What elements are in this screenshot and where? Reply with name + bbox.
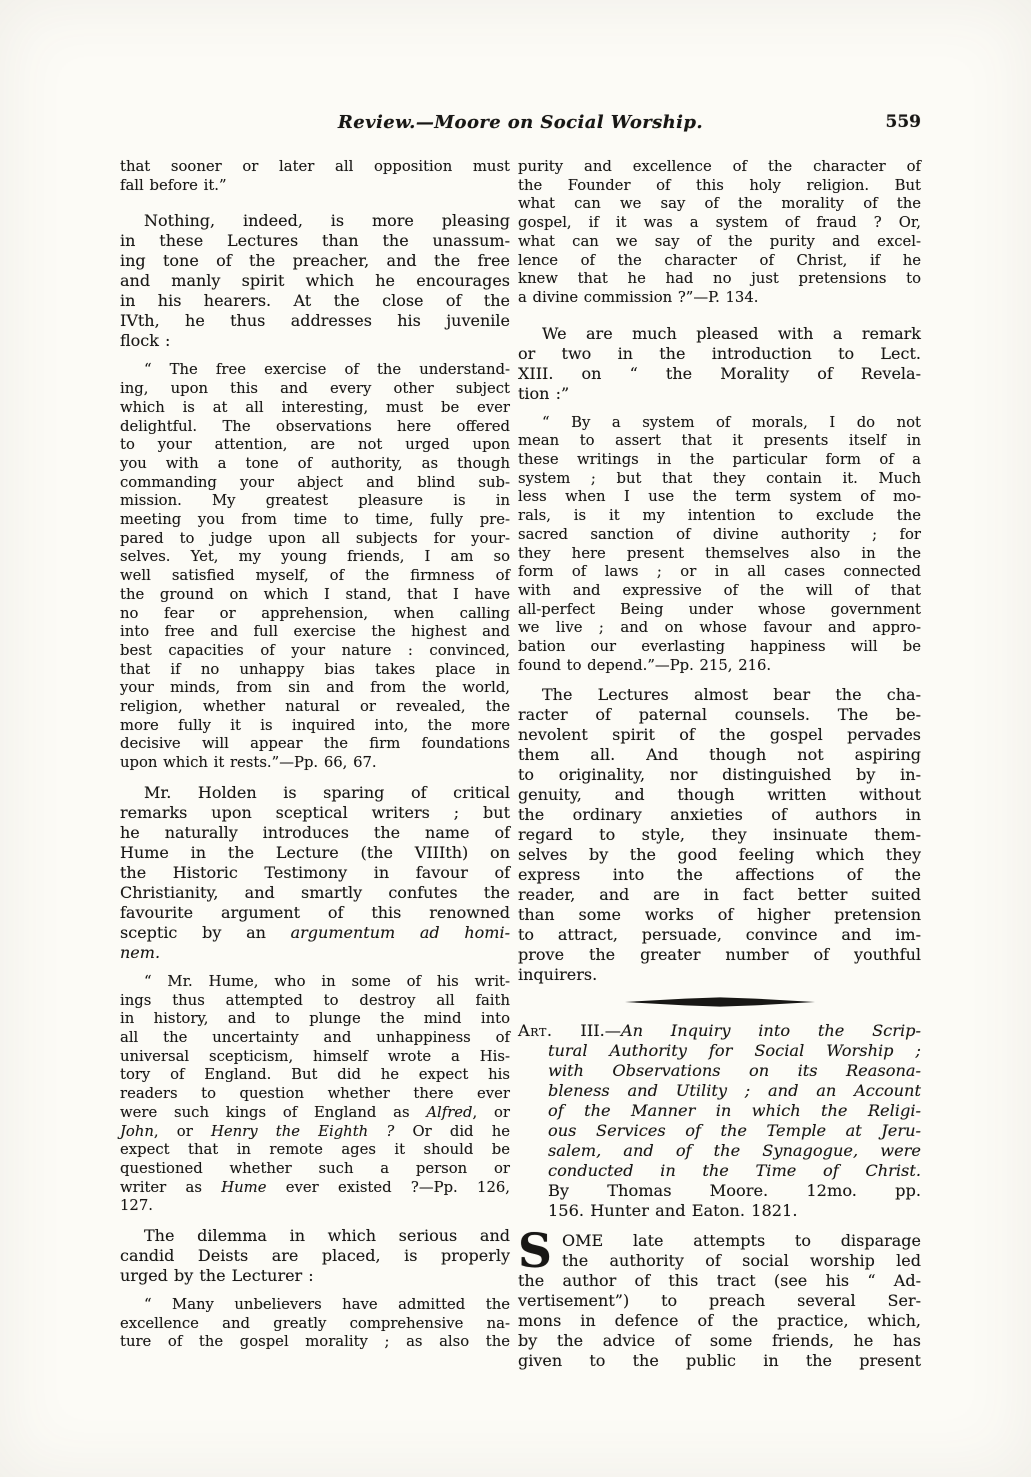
text-line: religion, whether natural or revealed, the bbox=[120, 698, 510, 716]
text-line: to your attention, are not urged upon bbox=[120, 436, 510, 454]
text-line: knew that he had no just pretensions to bbox=[518, 270, 921, 288]
text-line: prove the greater number of youthful bbox=[518, 945, 921, 965]
paragraph-block bbox=[518, 1224, 921, 1371]
text-line: delightful. The observations here offered bbox=[120, 417, 510, 435]
text-line: with Observations on its Reasona- bbox=[548, 1061, 921, 1081]
paragraph-block bbox=[120, 1226, 510, 1286]
text-line: into free and full exercise the highest and bbox=[120, 623, 510, 641]
text-line: favourite argument of this renowned bbox=[120, 902, 510, 922]
text-line: upon which it rests.”—Pp. 66, 67. bbox=[120, 754, 377, 772]
text-line: nem. bbox=[120, 942, 161, 962]
text-line: regard to style, they insinuate them- bbox=[518, 825, 921, 845]
text-line: with and expressive of the will of that bbox=[518, 581, 921, 599]
text-line: you with a tone of authority, as though bbox=[120, 454, 510, 472]
two-column-body bbox=[120, 158, 921, 1381]
text-line: rals, is it my intention to exclude the bbox=[518, 507, 921, 525]
text-line: in these Lectures than the unassum- bbox=[120, 231, 510, 251]
text-line: purity and excellence of the character of bbox=[518, 158, 921, 175]
text-line: ing tone of the preacher, and the free bbox=[120, 251, 510, 271]
text-line: less when I use the term system of mo- bbox=[518, 488, 921, 506]
text-line: mons in defence of the practice, which, bbox=[518, 1311, 921, 1331]
text-line: Hume in the Lecture (the VIIIth) on bbox=[120, 842, 510, 862]
text-line: flock : bbox=[120, 331, 171, 351]
text-line: Mr. Holden is sparing of critical bbox=[144, 782, 510, 802]
section-separator bbox=[518, 997, 921, 1007]
quote-block bbox=[120, 361, 510, 772]
text-line: remarks upon sceptical writers ; but bbox=[120, 802, 510, 822]
text-line: best capacities of your nature : convinced, bbox=[120, 641, 510, 659]
text-line: ous Services of the Temple at Jeru- bbox=[548, 1121, 921, 1141]
text-line: lence of the character of Christ, if he bbox=[518, 251, 921, 269]
text-line: ings thus attempted to destroy all faith bbox=[120, 991, 510, 1009]
text-line: of the Manner in which the Religi- bbox=[548, 1101, 921, 1121]
text-line: given to the public in the present bbox=[518, 1351, 921, 1371]
text-line: that sooner or later all opposition must bbox=[120, 158, 510, 175]
text-line: The dilemma in which serious and bbox=[144, 1226, 510, 1246]
quote-block bbox=[120, 973, 510, 1216]
text-line: decisive will appear the firm foundations bbox=[120, 735, 510, 753]
text-line: Nothing, indeed, is more pleasing bbox=[144, 211, 510, 231]
text-line: than some works of higher pretension bbox=[518, 905, 921, 925]
text-line: ing, upon this and every other subject bbox=[120, 380, 510, 398]
text-line: mission. My greatest pleasure is in bbox=[120, 492, 510, 510]
text-line: racter of paternal counsels. The be- bbox=[518, 705, 921, 725]
text-line: readers to question whether there ever bbox=[120, 1085, 510, 1103]
drop-cap: S bbox=[518, 1224, 552, 1280]
text-line: fall before it.” bbox=[120, 176, 227, 194]
text-line: were such kings of England as Alfred, or bbox=[120, 1103, 510, 1121]
text-line: or two in the introduction to Lect. bbox=[518, 343, 921, 363]
running-title: Review.—Moore on Social Worship. bbox=[337, 112, 704, 133]
text-line: salem, and of the Synagogue, were bbox=[548, 1141, 921, 1161]
text-line: the Historic Testimony in favour of bbox=[120, 862, 510, 882]
text-line: nevolent spirit of the gospel pervades bbox=[518, 725, 921, 745]
text-line: system ; but that they contain it. Much bbox=[518, 469, 921, 487]
text-line: sceptic by an argumentum ad homi- bbox=[120, 922, 510, 942]
text-line: conducted in the Time of Christ. bbox=[548, 1161, 921, 1181]
quote-block bbox=[518, 158, 921, 308]
text-line: 156. Hunter and Eaton. 1821. bbox=[548, 1201, 798, 1221]
text-line: writer as Hume ever existed ?—Pp. 126, bbox=[120, 1178, 510, 1196]
text-line: expect that in remote ages it should be bbox=[120, 1141, 510, 1159]
text-line: pared to judge upon all subjects for your- bbox=[120, 529, 510, 547]
text-line: “ The free exercise of the understand- bbox=[144, 361, 510, 379]
text-line: selves. Yet, my young friends, I am so bbox=[120, 548, 510, 566]
text-line: The Lectures almost bear the cha- bbox=[542, 685, 921, 705]
text-line: questioned whether such a person or bbox=[120, 1159, 510, 1177]
text-line: the authority of social worship led bbox=[562, 1251, 921, 1271]
text-line: sacred sanction of divine authority ; for bbox=[518, 525, 921, 543]
text-line: “ Many unbelievers have admitted the bbox=[144, 1296, 510, 1314]
text-line: ture of the gospel morality ; as also the bbox=[120, 1333, 510, 1351]
text-line: and manly spirit which he encourages bbox=[120, 271, 510, 291]
text-line: John, or Henry the Eighth ? Or did he bbox=[120, 1122, 510, 1140]
text-line: “ Mr. Hume, who in some of his writ- bbox=[144, 972, 510, 990]
text-line: form of laws ; or in all cases connected bbox=[518, 563, 921, 581]
text-line: mean to assert that it presents itself in bbox=[518, 432, 921, 450]
page-header bbox=[120, 112, 921, 152]
text-line: the author of this tract (see his “ Ad- bbox=[518, 1271, 921, 1291]
text-line: XIII. on “ the Morality of Revela- bbox=[518, 363, 921, 383]
text-line: bleness and Utility ; and an Account bbox=[548, 1081, 921, 1101]
text-line: selves by the good feeling which they bbox=[518, 845, 921, 865]
text-line: Christianity, and smartly confutes the bbox=[120, 882, 510, 902]
text-line: IVth, he thus addresses his juvenile bbox=[120, 311, 510, 331]
text-line: what can we say of the morality of the bbox=[518, 195, 921, 213]
left-column bbox=[120, 158, 510, 1381]
text-line: we live ; and on whose favour and appro- bbox=[518, 619, 921, 637]
text-line: We are much pleased with a remark bbox=[542, 323, 921, 343]
text-line: the ordinary anxieties of authors in bbox=[518, 805, 921, 825]
text-line: excellence and greatly comprehensive na- bbox=[120, 1314, 510, 1332]
text-line: By Thomas Moore. 12mo. pp. bbox=[548, 1181, 921, 1201]
text-line: urged by the Lecturer : bbox=[120, 1266, 314, 1286]
text-line: tory of England. But did he expect his bbox=[120, 1066, 510, 1084]
text-line: well satisfied myself, of the firmness of bbox=[120, 567, 510, 585]
quote-block bbox=[120, 158, 510, 195]
paragraph-block bbox=[120, 783, 510, 963]
text-line: what can we say of the purity and excel- bbox=[518, 232, 921, 250]
text-line: they here present themselves also in the bbox=[518, 544, 921, 562]
text-line: he naturally introduces the name of bbox=[120, 822, 510, 842]
text-line: genuity, and though written without bbox=[518, 785, 921, 805]
text-line: which is at all interesting, must be ever bbox=[120, 398, 510, 416]
text-line: bation our everlasting happiness will be bbox=[518, 638, 921, 656]
text-line: all-perfect Being under whose government bbox=[518, 600, 921, 618]
page-number: 559 bbox=[885, 112, 921, 132]
text-line: “ By a system of morals, I do not bbox=[542, 413, 921, 431]
text-line: the Founder of this holy religion. But bbox=[518, 176, 921, 194]
text-line: tural Authority for Social Worship ; bbox=[548, 1041, 921, 1061]
text-line: to attract, persuade, convince and im- bbox=[518, 925, 921, 945]
text-line: that if no unhappy bias takes place in bbox=[120, 660, 510, 678]
paragraph-block bbox=[518, 685, 921, 985]
text-line: gospel, if it was a system of fraud ? Or, bbox=[518, 214, 921, 232]
text-line: no fear or apprehension, when calling bbox=[120, 604, 510, 622]
text-line: inquirers. bbox=[518, 965, 598, 985]
text-line: all the uncertainty and unhappiness of bbox=[120, 1028, 510, 1046]
article-heading bbox=[518, 1021, 921, 1221]
text-line: 127. bbox=[120, 1197, 153, 1215]
text-line: Art. III.—An Inquiry into the Scrip- bbox=[518, 1021, 921, 1041]
text-line: candid Deists are placed, is properly bbox=[120, 1246, 510, 1266]
text-line: to originality, nor distinguished by in- bbox=[518, 765, 921, 785]
text-line: reader, and are in fact better suited bbox=[518, 885, 921, 905]
text-line: meeting you from time to time, fully pre- bbox=[120, 511, 510, 529]
text-line: in his hearers. At the close of the bbox=[120, 291, 510, 311]
text-line: found to depend.”—Pp. 215, 216. bbox=[518, 656, 772, 674]
text-line: vertisement”) to preach several Ser- bbox=[518, 1291, 921, 1311]
paragraph-block bbox=[518, 324, 921, 404]
text-line: a divine commission ?”—P. 134. bbox=[518, 288, 759, 306]
text-line: tion :” bbox=[518, 383, 570, 403]
divider-rule-icon bbox=[625, 997, 815, 1007]
text-line: these writings in the particular form of a bbox=[518, 451, 921, 469]
text-line: in history, and to plunge the mind into bbox=[120, 1010, 510, 1028]
text-line: your minds, from sin and from the world, bbox=[120, 679, 510, 697]
text-line: by the advice of some friends, he has bbox=[518, 1331, 921, 1351]
quote-block bbox=[518, 414, 921, 676]
text-line: the ground on which I stand, that I have bbox=[120, 585, 510, 603]
text-line: more fully it is inquired into, the more bbox=[120, 716, 510, 734]
text-line: universal scepticism, himself wrote a His- bbox=[120, 1047, 510, 1065]
text-line: OME late attempts to disparage bbox=[562, 1231, 921, 1251]
text-line: express into the affections of the bbox=[518, 865, 921, 885]
text-line: them all. And though not aspiring bbox=[518, 745, 921, 765]
text-line: commanding your abject and blind sub- bbox=[120, 473, 510, 491]
paragraph-block bbox=[120, 211, 510, 351]
right-column bbox=[518, 158, 921, 1381]
quote-block bbox=[120, 1296, 510, 1352]
